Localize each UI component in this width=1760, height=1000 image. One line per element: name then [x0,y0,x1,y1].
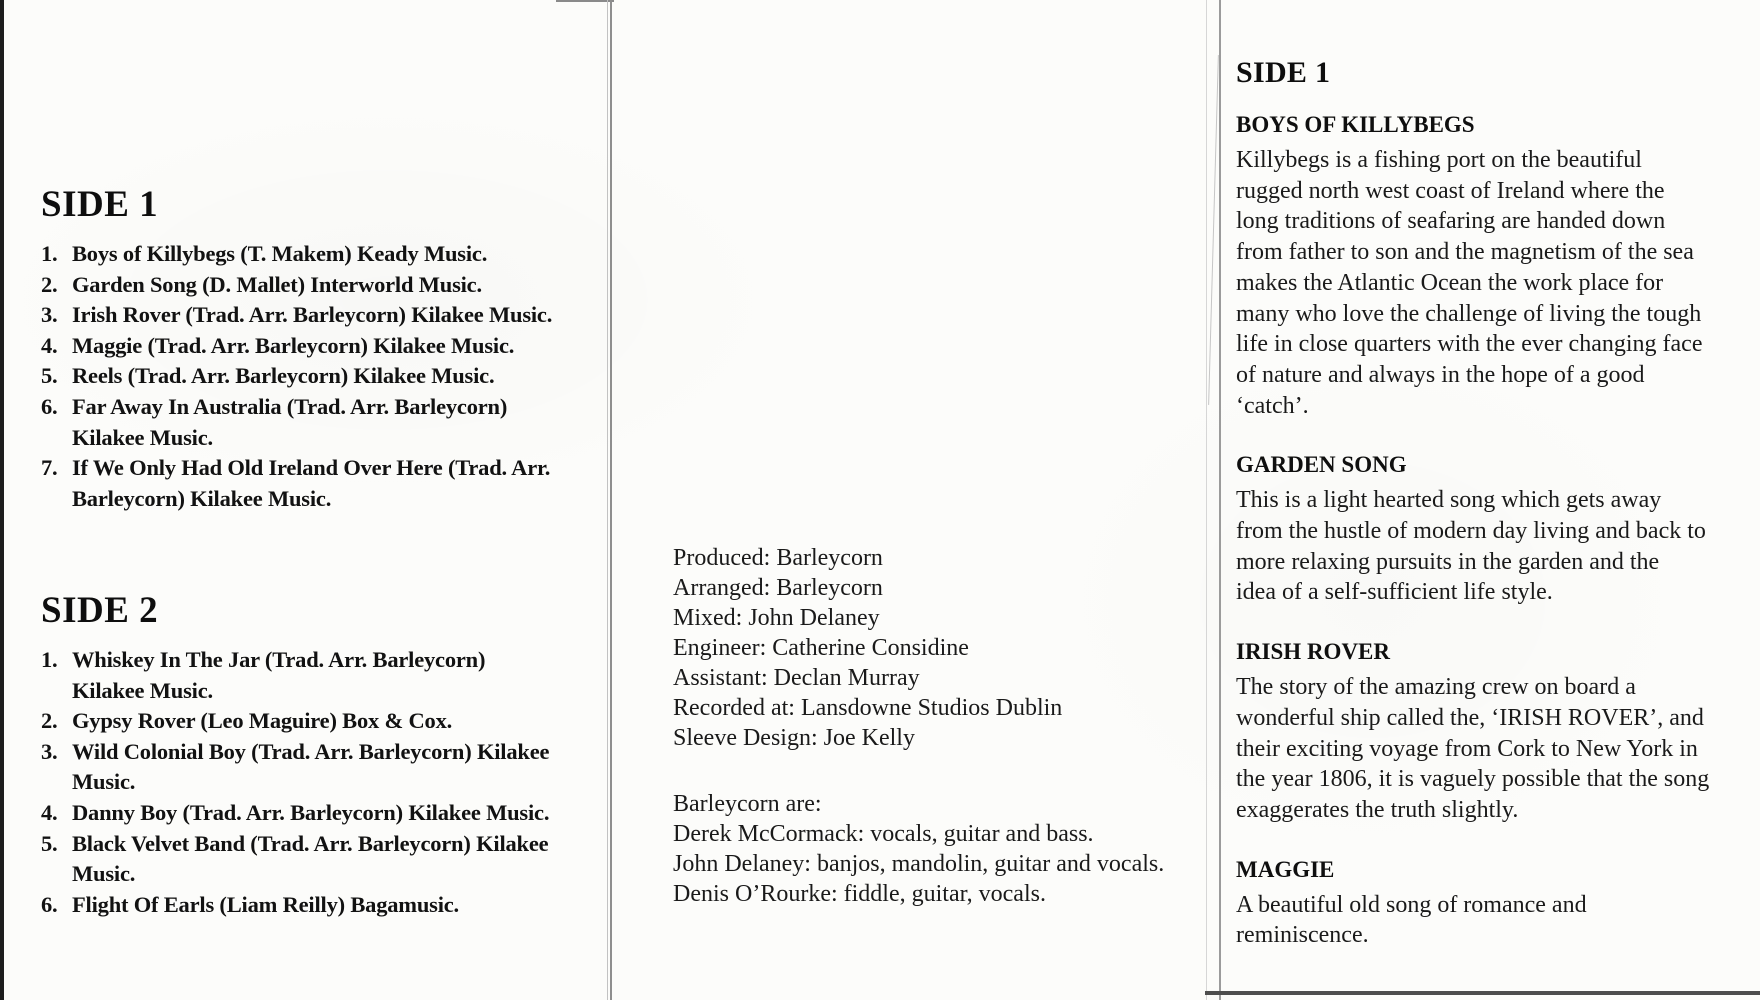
song-description [1236,890,1756,951]
track-number: 3. [41,302,58,328]
track-text [72,392,586,453]
track-item [41,890,586,921]
track-number: 7. [41,455,58,481]
fold-crease [1208,55,1219,405]
track-line: Whiskey In The Jar (Trad. Arr. Barleycorn) [72,647,486,672]
tracklist-side2 [41,592,586,920]
track-line: Gypsy Rover (Leo Maguire) Box & Cox. [72,708,453,734]
song-title: GARDEN SONG [1236,452,1407,478]
track-number: 6. [41,393,58,419]
fold-line-left [610,0,612,1000]
credits-list [673,543,1173,753]
song-note [1236,112,1756,421]
song-line: wonderful ship called the, ‘IRISH ROVER’, and [1236,704,1704,731]
song-line: from the hustle of modern day living and back to [1236,518,1706,545]
fold-line-left [607,0,608,1000]
song-line: ‘catch’. [1236,392,1309,419]
song-description [1236,672,1756,826]
track-number: 5. [41,363,58,389]
side1-track-list [41,239,586,514]
track-line: Maggie (Trad. Arr. Barleycorn) Kilakee Music. [72,332,515,358]
track-text [72,798,586,829]
track-line: Far Away In Australia (Trad. Arr. Barleycorn) [72,393,508,419]
song-line: This is a light hearted song which gets away [1236,487,1662,514]
track-line: Reels (Trad. Arr. Barleycorn) Kilakee Music. [72,363,495,389]
side2-heading: SIDE 2 [41,590,159,631]
track-line: Flight Of Earls (Liam Reilly) Bagamusic. [72,891,459,917]
band-member: Derek McCormack: vocals, guitar and bass. [673,821,1094,847]
song-line: their exciting voyage from Cork to New York in [1236,735,1698,762]
band-intro: Barleycorn are: [673,791,822,817]
song-note [1236,639,1756,826]
track-item [41,798,586,829]
track-text [72,239,586,270]
fold-line-right [1219,0,1221,1000]
scan-edge-top [556,0,614,2]
track-number: 2. [41,271,58,297]
track-number: 3. [41,738,58,764]
song-notes-list [1236,112,1756,951]
track-item [41,453,586,514]
track-item [41,270,586,301]
track-text [72,270,586,301]
credit-line: Recorded at: Lansdowne Studios Dublin [673,695,1063,721]
band-member: John Delaney: banjos, mandolin, guitar and vocals. [673,851,1165,877]
track-number: 5. [41,830,58,856]
song-title: BOYS OF KILLYBEGS [1236,112,1475,137]
song-line: exaggerates the truth slightly. [1236,796,1519,823]
track-item [41,392,586,453]
song-line: long traditions of seafaring are handed down [1236,208,1666,235]
song-line: the year 1806, it is vaguely possible that the song [1236,766,1710,793]
track-text [72,361,586,392]
track-line: Irish Rover (Trad. Arr. Barleycorn) Kilakee Music. [72,302,553,328]
song-notes-panel [1236,58,1756,982]
track-number: 4. [41,332,58,358]
song-note [1236,452,1756,608]
side2-track-list [41,645,586,920]
song-description [1236,485,1756,608]
song-line: reminiscence. [1236,922,1369,949]
song-title: MAGGIE [1236,856,1335,882]
track-text [72,331,586,362]
track-line: Barleycorn) Kilakee Music. [72,485,332,511]
track-text [72,890,586,921]
track-line: If We Only Had Old Ireland Over Here (Trad. Arr. [72,455,551,481]
track-line: Boys of Killybegs (T. Makem) Keady Music. [72,241,488,266]
song-title: IRISH ROVER [1236,639,1391,665]
track-text [72,300,586,331]
track-number: 2. [41,708,58,734]
track-line: Kilakee Music. [72,424,213,450]
track-number: 1. [41,241,58,266]
credit-line: Arranged: Barleycorn [673,575,883,601]
track-line: Music. [72,769,136,795]
credit-line: Assistant: Declan Murray [673,665,920,691]
track-item [41,300,586,331]
track-item [41,829,586,890]
track-number: 1. [41,647,58,672]
song-notes-side-heading: SIDE 1 [1236,56,1331,89]
credit-line: Sleeve Design: Joe Kelly [673,725,915,751]
track-item [41,331,586,362]
song-line: makes the Atlantic Ocean the work place for [1236,269,1664,296]
scan-edge-bottom [1205,991,1760,995]
song-line: life in close quarters with the ever changing face [1236,331,1703,358]
track-line: Black Velvet Band (Trad. Arr. Barleycorn) Kilakee [72,830,549,856]
side1-heading: SIDE 1 [41,184,159,225]
song-line: more relaxing pursuits in the garden and the [1236,548,1660,575]
track-item [41,645,586,706]
song-line: Killybegs is a fishing port on the beautiful [1236,147,1642,173]
tracklist-side1 [41,186,586,514]
song-line: from father to son and the magnetism of the sea [1236,239,1694,266]
track-text [72,829,586,890]
track-line: Garden Song (D. Mallet) Interworld Music. [72,271,482,297]
track-text [72,645,586,706]
song-line: idea of a self-sufficient life style. [1236,579,1553,606]
track-text [72,453,586,514]
song-line: The story of the amazing crew on board a [1236,674,1636,701]
track-item [41,706,586,737]
song-note [1236,857,1756,951]
track-line: Kilakee Music. [72,677,213,703]
credit-line: Mixed: John Delaney [673,605,880,631]
track-item [41,239,586,270]
song-line: many who love the challenge of living the tough [1236,300,1702,327]
track-line: Music. [72,861,136,887]
song-line: A beautiful old song of romance and [1236,891,1587,918]
song-description [1236,145,1756,421]
song-line: of nature and always in the hope of a good [1236,361,1645,388]
track-line: Wild Colonial Boy (Trad. Arr. Barleycorn) Kilakee [72,738,550,764]
track-text [72,706,586,737]
track-number: 4. [41,799,58,825]
track-item [41,737,586,798]
credits-panel [673,543,1173,909]
band-lineup [673,789,1173,909]
track-line: Danny Boy (Trad. Arr. Barleycorn) Kilakee Music. [72,799,550,825]
band-member: Denis O’Rourke: fiddle, guitar, vocals. [673,881,1046,907]
band-members-list [673,819,1173,909]
track-item [41,361,586,392]
credit-line: Engineer: Catherine Considine [673,635,969,661]
credit-line: Produced: Barleycorn [673,545,883,571]
scan-edge-left [0,0,4,1000]
track-number: 6. [41,891,58,917]
song-line: rugged north west coast of Ireland where the [1236,177,1665,204]
track-text [72,737,586,798]
fold-line-right [1206,0,1207,1000]
